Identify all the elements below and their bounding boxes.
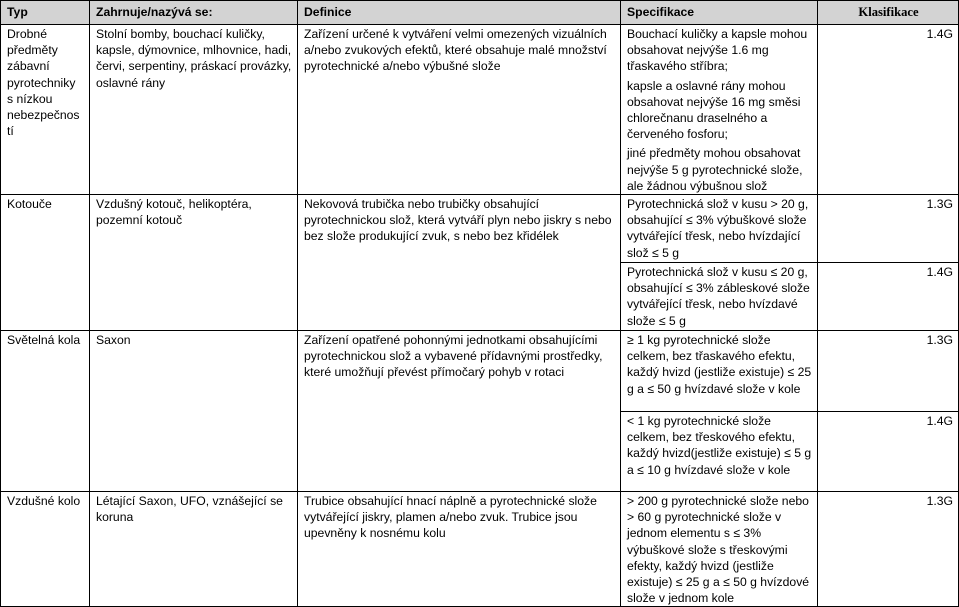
cell-zahrnuje: Vzdušný kotouč, helikoptéra, pozemní kotouč — [90, 195, 298, 331]
spec-paragraph: kapsle a oslavné rány mohou obsahovat nejvýše 16 mg směsi chlorečnanu draselného a červeného fosforu; — [627, 78, 801, 142]
header-definice: Definice — [298, 1, 621, 25]
cell-zahrnuje: Saxon — [90, 331, 298, 492]
cell-specifikace — [621, 492, 818, 607]
header-row — [1, 1, 959, 25]
cell-specifikace: ≥ 1 kg pyrotechnické slože celkem, bez třaskavého efektu, každý hvizd (jestliže existuje) ≤ 25 g a ≤ 50 g hvízdavé slože v kole — [621, 331, 818, 412]
cell-specifikace: < 1 kg pyrotechnické slože celkem, bez třeskového efektu, každý hvizd(jestliže existuje) ≤ 5 g a ≤ 10 g hvízdavé slože v kole — [621, 412, 818, 492]
cell-definice: Trubice obsahující hnací náplně a pyrotechnické slože vytvářející jiskry, plamen a/nebo zvuk. Trubice jsou upevněny k nosnému kolu — [298, 492, 621, 607]
cell-typ: Drobné předměty zábavní pyrotechniky s nízkou nebezpečnos tí — [1, 25, 90, 195]
cell-klasifikace: 1.4G — [818, 412, 959, 492]
spec-paragraph: jiné předměty mohou obsahovat nejvýše 5 g pyrotechnické slože, ale žádnou výbušnou slož — [627, 146, 803, 193]
header-specifikace: Specifikace — [621, 1, 818, 25]
cell-klasifikace: 1.3G — [818, 492, 959, 607]
cell-definice: Zařízení určené k vytváření velmi omezených vizuálních a/nebo zvukových efektů, které obsahuje malé množství pyrotechnické a/nebo výbušné slože — [298, 25, 621, 195]
cell-specifikace: Pyrotechnická slož v kusu > 20 g, obsahující ≤ 3% výbuškové slože vytvářející třesk, nebo hvízdající slož ≤ 5 g — [621, 195, 818, 263]
table-row — [1, 25, 959, 195]
cell-klasifikace: 1.3G — [818, 195, 959, 263]
cell-klasifikace: 1.4G — [818, 263, 959, 331]
cell-specifikace: Pyrotechnická slož v kusu ≤ 20 g, obsahující ≤ 3% zábleskové slože vytvářející třesk, nebo hvízdavé slože ≤ 5 g — [621, 263, 818, 331]
header-typ: Typ — [1, 1, 90, 25]
header-klasifikace: Klasifikace — [818, 1, 959, 25]
cell-zahrnuje: Létající Saxon, UFO, vznášející se koruna — [90, 492, 298, 607]
table-row — [1, 331, 959, 412]
cell-klasifikace: 1.3G — [818, 331, 959, 412]
spec-paragraph: > 200 g pyrotechnické slože nebo > 60 g pyrotechnické slože v jednom elementu s ≤ 3% výbuškové slože s třeskovými efekty, každý hvizd (jestliže existuje) ≤ 25 g a ≤ 50 g hvízdové slože v jednom kole — [627, 494, 810, 606]
spec-paragraph: Bouchací kuličky a kapsle mohou obsahovat nejvýše 1.6 mg třaskavého stříbra; — [627, 27, 808, 74]
cell-typ: Vzdušné kolo — [1, 492, 90, 607]
cell-typ: Kotouče — [1, 195, 90, 331]
cell-definice: Nekovová trubička nebo trubičky obsahující pyrotechnickou slož, která vytváří plyn nebo jiskry s nebo bez slože produkující zvuk, s nebo bez křidélek — [298, 195, 621, 331]
cell-zahrnuje: Stolní bomby, bouchací kuličky, kapsle, dýmovnice, mlhovnice, hadi, červi, serpentiny, práskací provázky, oslavné rány — [90, 25, 298, 195]
cell-klasifikace: 1.4G — [818, 25, 959, 195]
header-zahrnuje: Zahrnuje/nazývá se: — [90, 1, 298, 25]
cell-specifikace — [621, 25, 818, 195]
cell-typ: Světelná kola — [1, 331, 90, 492]
table-row — [1, 492, 959, 607]
cell-definice: Zařízení opatřené pohonnými jednotkami obsahujícími pyrotechnickou slož a vybavené přídavnými prostředky, které umožňují převést přímočarý pohyb v rotaci — [298, 331, 621, 492]
table-row — [1, 195, 959, 263]
